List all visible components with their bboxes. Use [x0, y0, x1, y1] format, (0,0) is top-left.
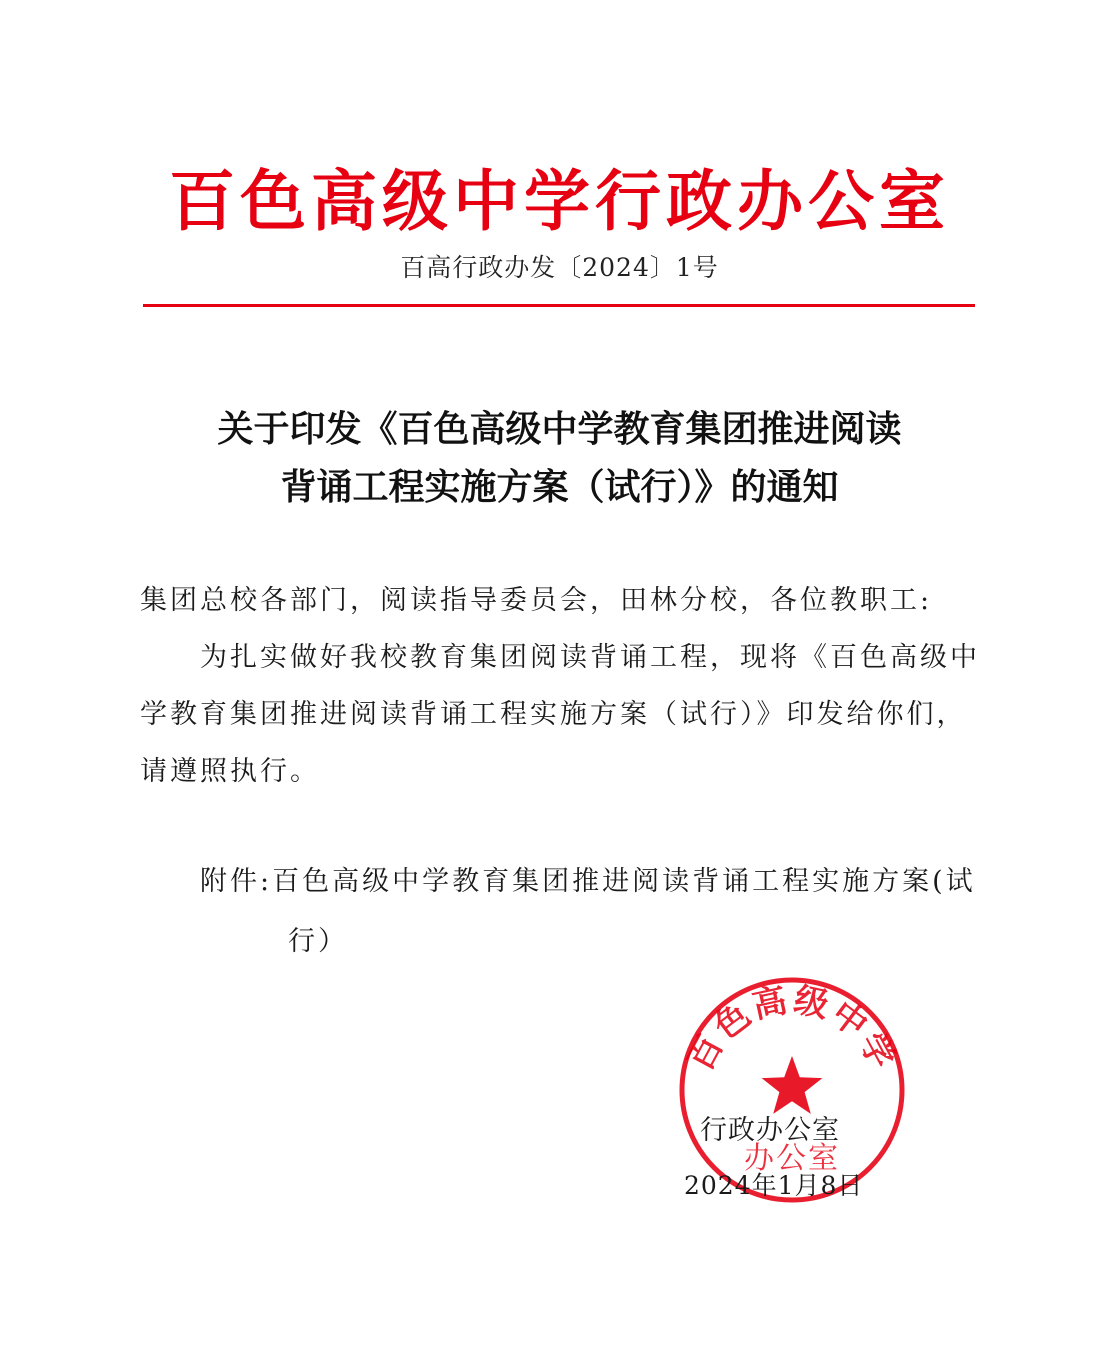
org-title: 百色高级中学行政办公室	[169, 163, 950, 240]
attachment-line: 附件:百色高级中学教育集团推进阅读背诵工程实施方案(试	[200, 866, 976, 897]
seal-ring-text: 百色高级中学	[680, 979, 904, 1078]
document-title	[0, 400, 1119, 516]
document-body	[140, 572, 990, 800]
signature-date: 2024年1月8日	[684, 1171, 864, 1200]
attachment-note	[200, 852, 976, 972]
seal-bottom-text: 办公室	[744, 1141, 840, 1176]
body-paragraph-line: 学教育集团推进阅读背诵工程实施方案（试行）》印发给你们，	[140, 699, 967, 730]
salutation: 集团总校各部门，阅读指导委员会，田林分校，各位教职工:	[140, 585, 933, 616]
attachment-line: 行）	[288, 926, 348, 957]
title-line-1: 关于印发《百色高级中学教育集团推进阅读	[217, 408, 902, 450]
star-icon	[762, 1056, 823, 1114]
body-paragraph-line: 为扎实做好我校教育集团阅读背诵工程，现将《百色高级中	[200, 642, 980, 673]
document-number: 百高行政办发〔2024〕1号	[400, 253, 719, 282]
title-line-2: 背诵工程实施方案（试行）》的通知	[280, 466, 839, 508]
red-divider	[143, 304, 975, 307]
signer-name: 行政办公室	[700, 1115, 840, 1146]
body-paragraph-line: 请遵照执行。	[140, 756, 320, 787]
